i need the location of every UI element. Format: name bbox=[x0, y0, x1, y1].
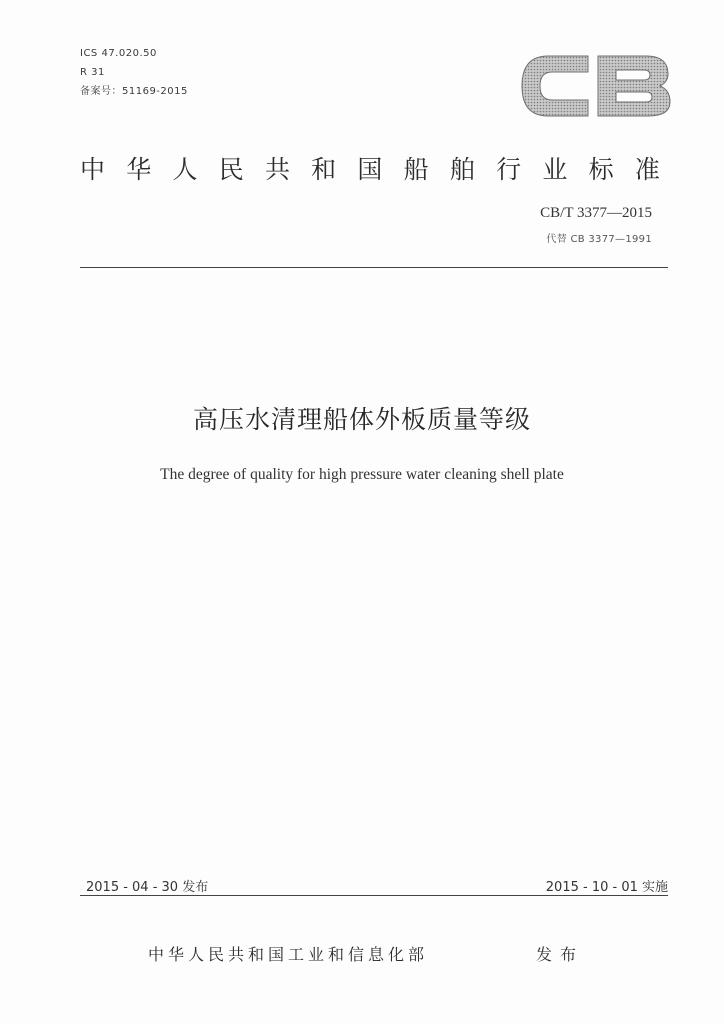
filing-number: 备案号：51169-2015 bbox=[80, 86, 188, 97]
title-char: 人 bbox=[172, 155, 198, 184]
publish-label: 发布 bbox=[536, 945, 585, 964]
title-char: 船 bbox=[403, 155, 429, 184]
issue-date: 2015 - 04 - 30 发布 bbox=[86, 880, 209, 895]
implementation-date: 2015 - 10 - 01 实施 bbox=[545, 880, 668, 895]
document-title-chinese: 高压水清理船体外板质量等级 bbox=[192, 405, 531, 434]
title-char: 行 bbox=[496, 155, 522, 184]
title-char: 业 bbox=[542, 155, 568, 184]
standard-category-title bbox=[80, 150, 660, 186]
ics-code: ICS 47.020.50 bbox=[80, 48, 157, 59]
title-char: 共 bbox=[264, 155, 290, 184]
title-char: 民 bbox=[218, 155, 244, 184]
top-divider bbox=[80, 267, 668, 268]
title-char: 标 bbox=[588, 155, 614, 184]
title-char: 国 bbox=[357, 155, 383, 184]
title-char: 舶 bbox=[449, 155, 475, 184]
title-char: 和 bbox=[311, 155, 337, 184]
cb-logo bbox=[518, 50, 674, 122]
replaced-standard: 代替 CB 3377—1991 bbox=[546, 234, 652, 245]
ccs-code: R 31 bbox=[80, 67, 105, 78]
title-char: 准 bbox=[634, 155, 660, 184]
bottom-divider bbox=[80, 895, 668, 896]
document-title-english: The degree of quality for high pressure water cleaning shell plate bbox=[160, 466, 564, 483]
publishing-authority: 中华人民共和国工业和信息化部 bbox=[148, 945, 429, 964]
title-char: 华 bbox=[126, 155, 152, 184]
title-char: 中 bbox=[80, 155, 106, 184]
standard-code: CB/T 3377—2015 bbox=[540, 205, 652, 221]
classification-block bbox=[80, 44, 188, 101]
